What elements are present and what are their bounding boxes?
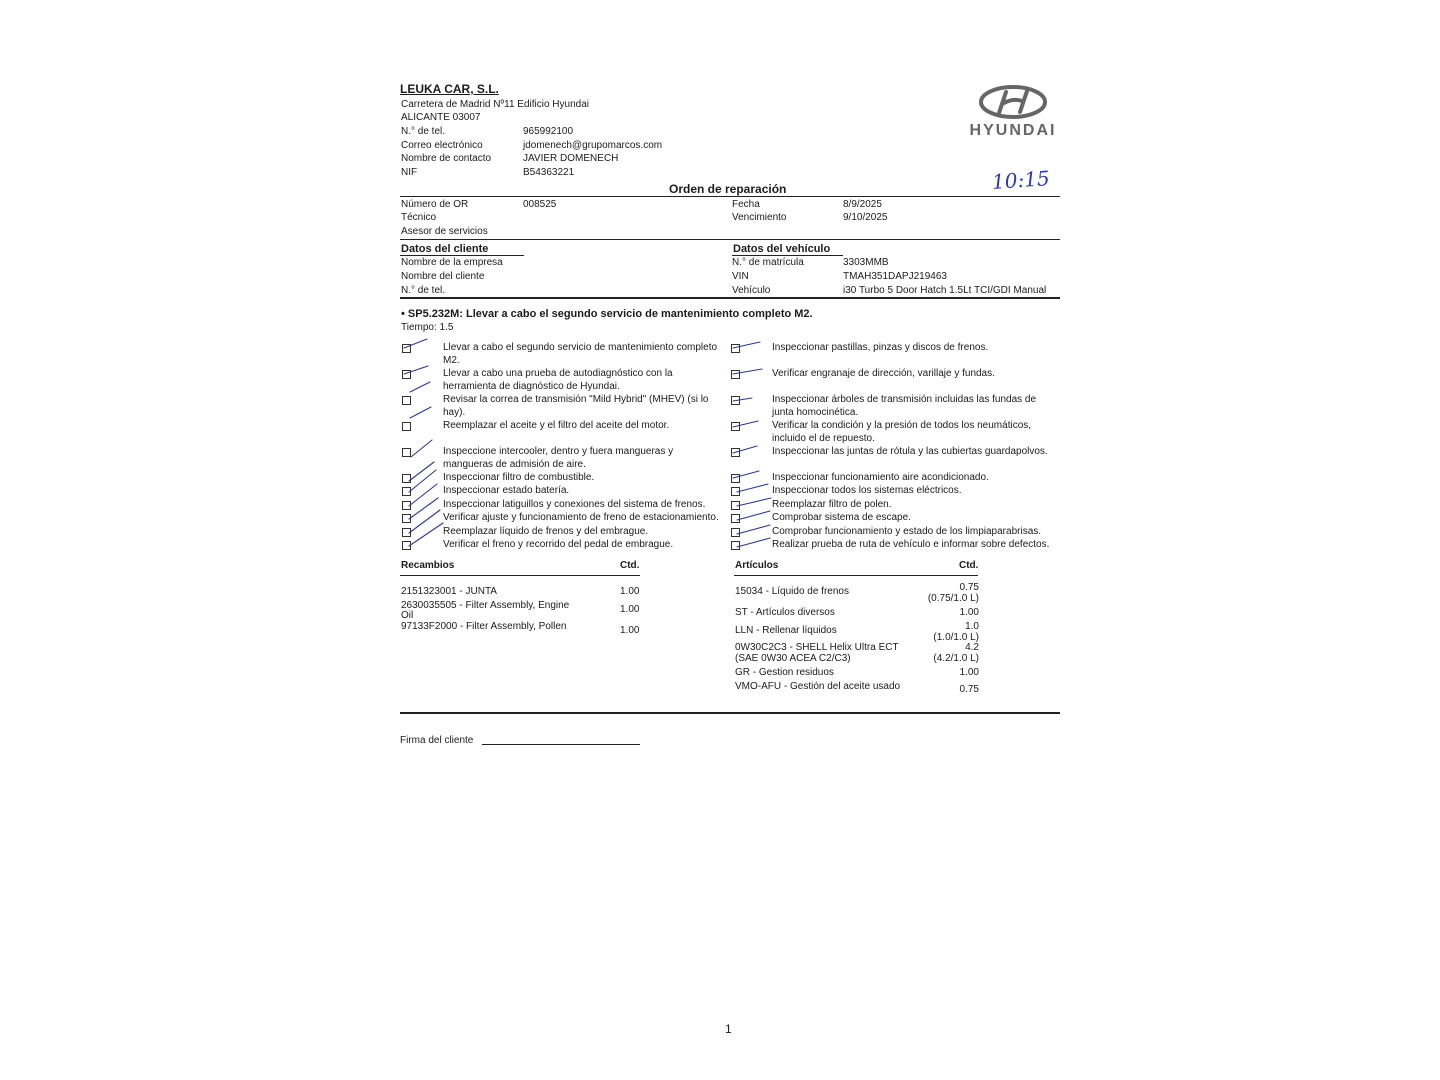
vehiculo-value: i30 Turbo 5 Door Hatch 1.5Lt TCI/GDI Manual bbox=[843, 285, 1047, 296]
articulos-header: Artículos bbox=[735, 560, 779, 571]
contact-value: JAVIER DOMENECH bbox=[523, 153, 619, 164]
matricula-label: N.° de matrícula bbox=[732, 257, 804, 268]
task-text: Inspeccionar latiguillos y conexiones del sistema de frenos. bbox=[443, 499, 706, 510]
task-text: Inspeccionar funcionamiento aire acondicionado. bbox=[772, 472, 989, 483]
checkmark bbox=[411, 440, 432, 457]
task-text: M2. bbox=[443, 355, 460, 366]
checkmark bbox=[409, 484, 437, 506]
recambio-qty: 1.00 bbox=[620, 625, 640, 636]
recambio-qty: 1.00 bbox=[620, 604, 640, 615]
articulo-desc: LLN - Rellenar líquidos bbox=[735, 625, 837, 636]
articulo-desc: 15034 - Líquido de frenos bbox=[735, 586, 849, 597]
email-value: jdomenech@grupomarcos.com bbox=[523, 140, 663, 151]
checkmark bbox=[733, 398, 752, 401]
asesor-label: Asesor de servicios bbox=[401, 226, 488, 237]
checkmark bbox=[733, 369, 762, 374]
company-name: LEUKA CAR, S.L. bbox=[400, 82, 499, 96]
checkmark bbox=[733, 471, 759, 478]
task-text: Comprobar funcionamiento y estado de los limpiaparabrisas. bbox=[772, 526, 1042, 537]
articulo-qty: 1.00 bbox=[959, 607, 979, 618]
articulo-qty: 0.75 bbox=[959, 684, 979, 695]
checkmark bbox=[733, 342, 760, 348]
fecha-value: 8/9/2025 bbox=[843, 199, 882, 210]
task-text: Verificar ajuste y funcionamiento de freno de estacionamiento. bbox=[443, 512, 719, 523]
articulo-desc: 0W30C2C3 - SHELL Helix Ultra ECT bbox=[735, 642, 899, 653]
recambios-header: Recambios bbox=[401, 560, 455, 571]
footer-divider bbox=[400, 712, 1060, 714]
checkmark bbox=[409, 470, 436, 492]
articulo-qty-sub: (0.75/1.0 L) bbox=[927, 593, 979, 604]
hyundai-wordmark: HYUNDAI bbox=[969, 122, 1057, 139]
company-address-line2: ALICANTE 03007 bbox=[401, 112, 481, 123]
client-heading: Datos del cliente bbox=[401, 243, 489, 255]
task-text: Llevar a cabo el segundo servicio de mantenimiento completo bbox=[443, 342, 718, 353]
nif-value: B54363221 bbox=[523, 167, 575, 178]
checkmark bbox=[737, 525, 770, 534]
task-text: Comprobar sistema de escape. bbox=[772, 512, 911, 523]
cliente-label: Nombre del cliente bbox=[401, 271, 485, 282]
handwritten-time-note: 10:15 bbox=[991, 166, 1051, 194]
nif-label: NIF bbox=[401, 167, 418, 178]
task-text: Reemplazar el aceite y el filtro del aceite del motor. bbox=[443, 420, 670, 431]
vencimiento-value: 9/10/2025 bbox=[843, 212, 888, 223]
checkmark bbox=[409, 523, 443, 546]
task-text: Reemplazar líquido de frenos y del embrague. bbox=[443, 526, 649, 537]
task-text: Inspeccionar las juntas de rótula y las cubiertas guardapolvos. bbox=[772, 446, 1048, 457]
fecha-label: Fecha bbox=[732, 199, 760, 210]
checkmark bbox=[737, 498, 771, 506]
contact-label: Nombre de contacto bbox=[401, 153, 492, 164]
recambios-header-line bbox=[400, 575, 640, 576]
service-bullet: • bbox=[401, 308, 405, 320]
checkmark bbox=[404, 339, 427, 348]
page-number: 1 bbox=[725, 1022, 732, 1036]
articulo-desc: GR - Gestion residuos bbox=[735, 667, 834, 678]
task-text: Verificar engranaje de dirección, varillaje y fundas. bbox=[772, 368, 995, 379]
recambio-desc: 2151323001 - JUNTA bbox=[401, 586, 497, 597]
recambio-desc-cont: Oil bbox=[401, 610, 414, 621]
task-text: Inspeccionar pastillas, pinzas y discos de frenos. bbox=[772, 342, 989, 353]
checkmark bbox=[733, 421, 758, 427]
task-text: hay). bbox=[443, 407, 466, 418]
task-text: Inspeccionar filtro de combustible. bbox=[443, 472, 595, 483]
task-text: herramienta de diagnóstico de Hyundai. bbox=[443, 381, 620, 392]
articulo-qty-sub: (1.0/1.0 L) bbox=[933, 632, 979, 643]
empresa-label: Nombre de la empresa bbox=[401, 257, 503, 268]
checkmark bbox=[409, 510, 440, 533]
task-text: Verificar el freno y recorrido del pedal de embrague. bbox=[443, 539, 674, 550]
articulo-qty: 4.2 bbox=[965, 642, 979, 653]
vehicle-heading: Datos del vehículo bbox=[733, 243, 831, 255]
articulo-qty: 1.00 bbox=[959, 667, 979, 678]
articulo-desc-cont: (SAE 0W30 ACEA C2/C3) bbox=[735, 653, 851, 664]
task-text: Verificar la condición y la presión de todos los neumáticos, bbox=[772, 420, 1032, 431]
task-text: incluido el de repuesto. bbox=[772, 433, 875, 444]
checkmark bbox=[737, 511, 770, 520]
task-text: junta homocinética. bbox=[772, 407, 859, 418]
task-text: mangueras de admisión de aire. bbox=[443, 459, 586, 470]
checkmark bbox=[404, 366, 428, 374]
articulo-desc: ST - Artículos diversos bbox=[735, 607, 835, 618]
recambio-desc: 2630035505 - Filter Assembly, Engine bbox=[401, 600, 570, 611]
tecnico-label: Técnico bbox=[401, 212, 437, 223]
articulo-desc: VMO-AFU - Gestión del aceite usado bbox=[735, 681, 901, 692]
signature-line[interactable] bbox=[482, 744, 640, 745]
task-text: Inspeccione intercooler, dentro y fuera mangueras y bbox=[443, 446, 674, 457]
recambio-qty: 1.00 bbox=[620, 586, 640, 597]
signature-label: Firma del cliente bbox=[400, 735, 474, 746]
recambios-qty-header: Ctd. bbox=[620, 560, 640, 571]
or-number-label: Número de OR bbox=[401, 199, 469, 210]
task-text: Inspeccionar árboles de transmisión incluidas las fundas de bbox=[772, 394, 1037, 405]
task-text: Inspeccionar estado batería. bbox=[443, 485, 570, 496]
company-address-line1: Carretera de Madrid Nº11 Edificio Hyundai bbox=[401, 99, 589, 110]
task-text: Revisar la correa de transmisión "Mild Hybrid" (MHEV) (si lo bbox=[443, 394, 709, 405]
document-title: Orden de reparación bbox=[669, 182, 787, 196]
checkmark bbox=[409, 462, 434, 481]
task-text: Inspeccionar todos los sistemas eléctricos. bbox=[772, 485, 962, 496]
articulos-header-line bbox=[734, 575, 978, 576]
vehiculo-label: Vehículo bbox=[732, 285, 771, 296]
task-text: Llevar a cabo una prueba de autodiagnóstico con la bbox=[443, 368, 673, 379]
checkmark bbox=[737, 484, 768, 492]
checkmark bbox=[733, 446, 757, 453]
checkmark bbox=[410, 382, 430, 392]
articulo-qty: 1.0 bbox=[965, 621, 979, 632]
articulos-qty-header: Ctd. bbox=[959, 560, 979, 571]
vin-value: TMAH351DAPJ219463 bbox=[843, 271, 947, 282]
vin-label: VIN bbox=[732, 271, 749, 282]
articulo-qty-sub: (4.2/1.0 L) bbox=[933, 653, 979, 664]
email-label: Correo electrónico bbox=[401, 140, 483, 151]
recambio-desc: 97133F2000 - Filter Assembly, Pollen bbox=[401, 621, 567, 632]
task-text: Realizar prueba de ruta de vehículo e informar sobre defectos. bbox=[772, 539, 1050, 550]
phone-value: 965992100 bbox=[523, 126, 574, 137]
checkmark bbox=[737, 538, 770, 547]
checkmark bbox=[410, 407, 431, 418]
phone-label: N.° de tel. bbox=[401, 126, 446, 137]
vencimiento-label: Vencimiento bbox=[732, 212, 787, 223]
service-time: Tiempo: 1.5 bbox=[401, 322, 454, 333]
client-tel-label: N.° de tel. bbox=[401, 285, 446, 296]
task-text: Reemplazar filtro de polen. bbox=[772, 499, 892, 510]
or-number-value: 008525 bbox=[523, 199, 557, 210]
checkmark bbox=[409, 498, 438, 519]
articulo-qty: 0.75 bbox=[959, 582, 979, 593]
service-title: SP5.232M: Llevar a cabo el segundo servicio de mantenimiento completo M2. bbox=[407, 308, 813, 320]
matricula-value: 3303MMB bbox=[843, 257, 889, 268]
